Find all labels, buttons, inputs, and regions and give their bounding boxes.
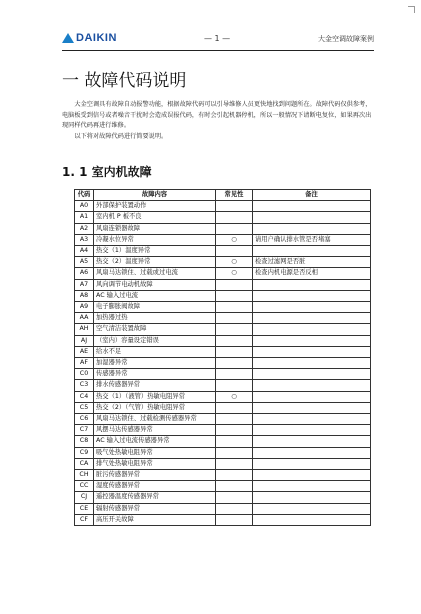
fault-content-cell: AC 输入过电流 <box>94 290 216 301</box>
common-mark-cell <box>216 503 253 514</box>
table-row <box>75 279 371 290</box>
fault-content-cell: 空气清洁装置故障 <box>94 324 216 335</box>
common-mark-cell <box>216 324 253 335</box>
common-mark-cell <box>216 212 253 223</box>
fault-content-cell: 高压开关故障 <box>94 514 216 525</box>
note-cell <box>253 369 371 380</box>
fault-code-cell: C9 <box>75 447 94 458</box>
intro-paragraph-1: 大金空调具有故障自动报警功能，根据故障代码可以引导维修人员更快地找到问题所在。故障代码仅供参考，电脑板受到信号或者噪音干扰时会造成误报代码，有时会引起机器停机，所以一般情况下请断电复位，如果再次出现同样代码再进行维修。 <box>62 101 372 129</box>
table-row <box>75 380 371 391</box>
note-cell <box>253 380 371 391</box>
common-mark-cell: ○ <box>216 268 253 279</box>
table-row <box>75 346 371 357</box>
fault-code-cell: C0 <box>75 369 94 380</box>
fault-code-cell: A1 <box>75 212 94 223</box>
common-mark-cell <box>216 369 253 380</box>
common-mark-cell <box>216 246 253 257</box>
fault-content-cell: 风摆马达传感器异常 <box>94 425 216 436</box>
column-header-note: 备注 <box>253 190 371 201</box>
table-row <box>75 391 371 402</box>
common-mark-cell <box>216 492 253 503</box>
common-mark-cell <box>216 313 253 324</box>
note-cell <box>253 335 371 346</box>
common-mark-cell <box>216 458 253 469</box>
table-row <box>75 414 371 425</box>
common-mark-cell: ○ <box>216 234 253 245</box>
fault-code-cell: A3 <box>75 234 94 245</box>
common-mark-cell <box>216 470 253 481</box>
common-mark-cell <box>216 302 253 313</box>
table-row <box>75 223 371 234</box>
intro-text <box>62 100 374 142</box>
table-row <box>75 402 371 413</box>
note-cell <box>253 503 371 514</box>
common-mark-cell <box>216 447 253 458</box>
table-row <box>75 436 371 447</box>
fault-content-cell: 风扇马达锁住、过载或过电流 <box>94 268 216 279</box>
fault-code-cell: A2 <box>75 223 94 234</box>
note-cell <box>253 458 371 469</box>
fault-code-cell: CC <box>75 481 94 492</box>
common-mark-cell <box>216 346 253 357</box>
common-mark-cell <box>216 201 253 212</box>
document-title: 大金空调故障案例 <box>318 35 374 43</box>
fault-code-cell: AJ <box>75 335 94 346</box>
fault-content-cell: 排气处热敏电阻异常 <box>94 458 216 469</box>
fault-content-cell: 热交（2）温度异常 <box>94 257 216 268</box>
note-cell <box>253 436 371 447</box>
fault-code-cell: C7 <box>75 425 94 436</box>
note-cell <box>253 391 371 402</box>
fault-content-cell: 冷凝水位异常 <box>94 234 216 245</box>
note-cell: 检查内机电源是否反相 <box>253 268 371 279</box>
fault-content-cell: 热交（1）温度异常 <box>94 246 216 257</box>
page-corner-mark <box>408 6 415 13</box>
common-mark-cell <box>216 358 253 369</box>
fault-content-cell: 加热器过热 <box>94 313 216 324</box>
fault-content-cell: 外部保护装置动作 <box>94 201 216 212</box>
table-row <box>75 458 371 469</box>
note-cell <box>253 414 371 425</box>
table-row <box>75 201 371 212</box>
table-header-row <box>75 190 371 201</box>
table-row <box>75 257 371 268</box>
fault-content-cell: 排水传感器异常 <box>94 380 216 391</box>
daikin-logo <box>62 32 117 44</box>
fault-code-cell: A5 <box>75 257 94 268</box>
common-mark-cell <box>216 279 253 290</box>
fault-code-cell: C5 <box>75 402 94 413</box>
fault-code-cell: CH <box>75 470 94 481</box>
common-mark-cell <box>216 514 253 525</box>
note-cell <box>253 246 371 257</box>
fault-code-cell: CA <box>75 458 94 469</box>
fault-code-cell: CJ <box>75 492 94 503</box>
note-cell <box>253 279 371 290</box>
page-header <box>62 32 374 48</box>
note-cell <box>253 346 371 357</box>
fault-content-cell: 风向调节电动机故障 <box>94 279 216 290</box>
fault-content-cell: 风扇马达锁住、过载检测传感器异常 <box>94 414 216 425</box>
common-mark-cell: ○ <box>216 391 253 402</box>
fault-content-cell: 遥控器温度传感器异常 <box>94 492 216 503</box>
chapter-title: 一 故障代码说明 <box>62 71 187 91</box>
note-cell <box>253 514 371 525</box>
fault-code-cell: C8 <box>75 436 94 447</box>
fault-code-cell: C3 <box>75 380 94 391</box>
fault-content-cell: AC 输入过电流传感器异常 <box>94 436 216 447</box>
fault-code-cell: C4 <box>75 391 94 402</box>
note-cell <box>253 402 371 413</box>
table-row <box>75 470 371 481</box>
fault-content-cell: 热交（2）（气管）热敏电阻异常 <box>94 402 216 413</box>
table-row <box>75 302 371 313</box>
fault-code-cell: A4 <box>75 246 94 257</box>
intro-paragraph-2: 以下将对故障代码进行简要说明。 <box>74 132 168 140</box>
note-cell <box>253 302 371 313</box>
fault-code-cell: A8 <box>75 290 94 301</box>
fault-content-cell: 电子膨胀阀故障 <box>94 302 216 313</box>
fault-content-cell: （室内）容量设定错误 <box>94 335 216 346</box>
note-cell <box>253 481 371 492</box>
common-mark-cell <box>216 436 253 447</box>
fault-code-cell: A6 <box>75 268 94 279</box>
daikin-logo-icon <box>62 33 74 43</box>
note-cell <box>253 223 371 234</box>
section-title: 1. 1 室内机故障 <box>62 165 152 179</box>
note-cell <box>253 425 371 436</box>
fault-code-cell: CE <box>75 503 94 514</box>
note-cell: 检查过滤网是否脏 <box>253 257 371 268</box>
fault-code-table <box>74 189 371 526</box>
fault-code-cell: AF <box>75 358 94 369</box>
header-divider <box>62 50 374 51</box>
fault-content-cell: 湿度传感器异常 <box>94 481 216 492</box>
note-cell <box>253 492 371 503</box>
table-row <box>75 313 371 324</box>
fault-content-cell: 热交（1）（液管）热敏电阻异常 <box>94 391 216 402</box>
column-header-code: 代码 <box>75 190 94 201</box>
note-cell <box>253 313 371 324</box>
note-cell <box>253 212 371 223</box>
fault-content-cell: 传感器异常 <box>94 369 216 380</box>
fault-content-cell: 辐射传感器异常 <box>94 503 216 514</box>
page-number: — 1 — <box>204 34 231 43</box>
table-row <box>75 492 371 503</box>
common-mark-cell <box>216 425 253 436</box>
table-row <box>75 234 371 245</box>
fault-code-cell: A0 <box>75 201 94 212</box>
fault-code-cell: AH <box>75 324 94 335</box>
brand-name: DAIKIN <box>76 32 117 44</box>
fault-content-cell: 加湿器异常 <box>94 358 216 369</box>
common-mark-cell <box>216 414 253 425</box>
column-header-content: 故障内容 <box>94 190 216 201</box>
column-header-common: 常见性 <box>216 190 253 201</box>
note-cell <box>253 447 371 458</box>
fault-code-cell: A7 <box>75 279 94 290</box>
table-row <box>75 290 371 301</box>
common-mark-cell <box>216 402 253 413</box>
table-row <box>75 358 371 369</box>
common-mark-cell <box>216 481 253 492</box>
table-row <box>75 335 371 346</box>
note-cell <box>253 290 371 301</box>
fault-content-cell: 风扇连锁器故障 <box>94 223 216 234</box>
table-row <box>75 425 371 436</box>
fault-code-cell: A9 <box>75 302 94 313</box>
table-row <box>75 246 371 257</box>
fault-content-cell: 吸气处热敏电阻异常 <box>94 447 216 458</box>
fault-content-cell: 脏污传感器异常 <box>94 470 216 481</box>
fault-code-cell: CF <box>75 514 94 525</box>
table-row <box>75 447 371 458</box>
table-row <box>75 514 371 525</box>
fault-content-cell: 给水不足 <box>94 346 216 357</box>
fault-code-cell: C6 <box>75 414 94 425</box>
note-cell <box>253 201 371 212</box>
note-cell <box>253 324 371 335</box>
common-mark-cell <box>216 335 253 346</box>
table-row <box>75 481 371 492</box>
note-cell: 请用户确认排水管是否堵塞 <box>253 234 371 245</box>
common-mark-cell <box>216 290 253 301</box>
common-mark-cell <box>216 380 253 391</box>
table-row <box>75 268 371 279</box>
table-row <box>75 369 371 380</box>
note-cell <box>253 470 371 481</box>
table-row <box>75 503 371 514</box>
fault-code-cell: AE <box>75 346 94 357</box>
common-mark-cell: ○ <box>216 257 253 268</box>
common-mark-cell <box>216 223 253 234</box>
table-row <box>75 212 371 223</box>
table-row <box>75 324 371 335</box>
note-cell <box>253 358 371 369</box>
fault-code-cell: AA <box>75 313 94 324</box>
fault-content-cell: 室内机 P 板不良 <box>94 212 216 223</box>
